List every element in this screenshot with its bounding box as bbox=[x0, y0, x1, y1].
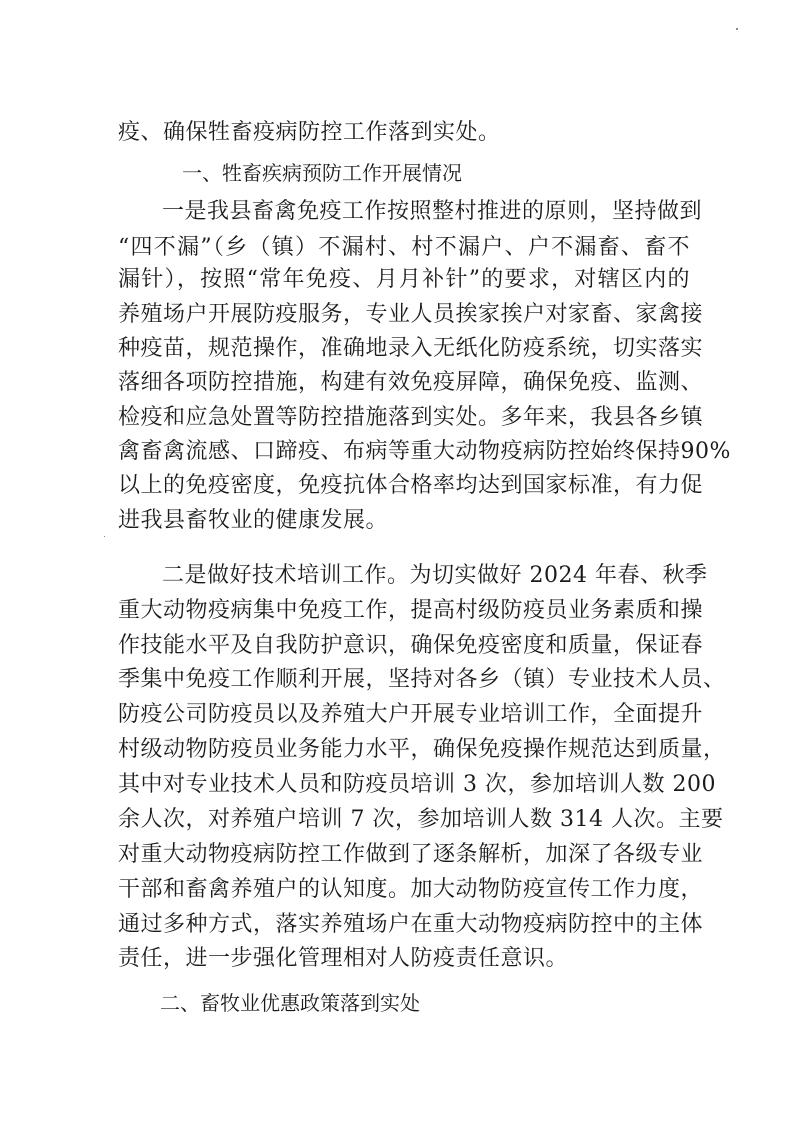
paragraph-line: “四不漏”（乡（镇）不漏村、村不漏户、户不漏畜、畜不 bbox=[118, 235, 690, 260]
paragraph-line: 防疫公司防疫员以及养殖大户开展专业培训工作，全面提升 bbox=[118, 702, 704, 727]
text-line: 疫、确保牲畜疫病防控工作落到实处。 bbox=[118, 120, 501, 145]
paragraph-line: 其中对专业技术人员和防疫员培训 3 次，参加培训人数 200 bbox=[118, 772, 716, 797]
paragraph-line: 以上的免疫密度，免疫抗体合格率均达到国家标准，有力促 bbox=[118, 473, 704, 498]
paragraph-line: 对重大动物疫病防控工作做到了逐条解析，加深了各级专业 bbox=[118, 842, 704, 867]
paragraph-line: 责任，进一步强化管理相对人防疫责任意识。 bbox=[118, 946, 569, 971]
paragraph-line: 村级动物防疫员业务能力水平，确保免疫操作规范达到质量， bbox=[118, 737, 726, 762]
scan-speck bbox=[736, 28, 738, 30]
paragraph-line: 重大动物疫病集中免疫工作，提高村级防疫员业务素质和操 bbox=[118, 598, 704, 623]
paragraph-line: 养殖场户开展防疫服务，专业人员挨家挨户对家畜、家禽接 bbox=[118, 302, 704, 327]
paragraph-line: 禽畜禽流感、口蹄疫、布病等重大动物疫病防控始终保持90% bbox=[118, 439, 731, 464]
paragraph-line: 一是我县畜禽免疫工作按照整村推进的原则，坚持做到 bbox=[162, 199, 703, 224]
paragraph-line: 余人次，对养殖户培训 7 次，参加培训人数 314 人次。主要 bbox=[118, 807, 724, 832]
paragraph-line: 二是做好技术培训工作。为切实做好 2024 年春、秋季 bbox=[162, 563, 708, 588]
section-heading-2: 二、畜牧业优惠政策落到实处 bbox=[160, 991, 420, 1015]
paragraph-line: 干部和畜禽养殖户的认知度。加大动物防疫宣传工作力度， bbox=[118, 877, 704, 902]
paragraph-line: 季集中免疫工作顺利开展，坚持对各乡（镇）专业技术人员、 bbox=[118, 667, 726, 692]
paragraph-line: 漏针），按照“常年免疫、月月补针”的要求，对辖区内的 bbox=[118, 267, 690, 292]
paragraph-line: 通过多种方式，落实养殖场户在重大动物疫病防控中的主体 bbox=[118, 912, 704, 937]
paragraph-line: 种疫苗，规范操作，准确地录入无纸化防疫系统，切实落实 bbox=[118, 336, 704, 361]
section-heading-1: 一、牲畜疾病预防工作开展情况 bbox=[182, 161, 462, 185]
paragraph-line: 作技能水平及自我防护意识，确保免疫密度和质量，保证春 bbox=[118, 633, 704, 658]
scan-speck bbox=[104, 536, 105, 537]
paragraph-line: 落细各项防控措施，构建有效免疫屏障，确保免疫、监测、 bbox=[118, 370, 704, 395]
paragraph-line: 检疫和应急处置等防控措施落到实处。多年来，我县各乡镇 bbox=[118, 405, 704, 430]
paragraph-line: 进我县畜牧业的健康发展。 bbox=[118, 508, 389, 533]
